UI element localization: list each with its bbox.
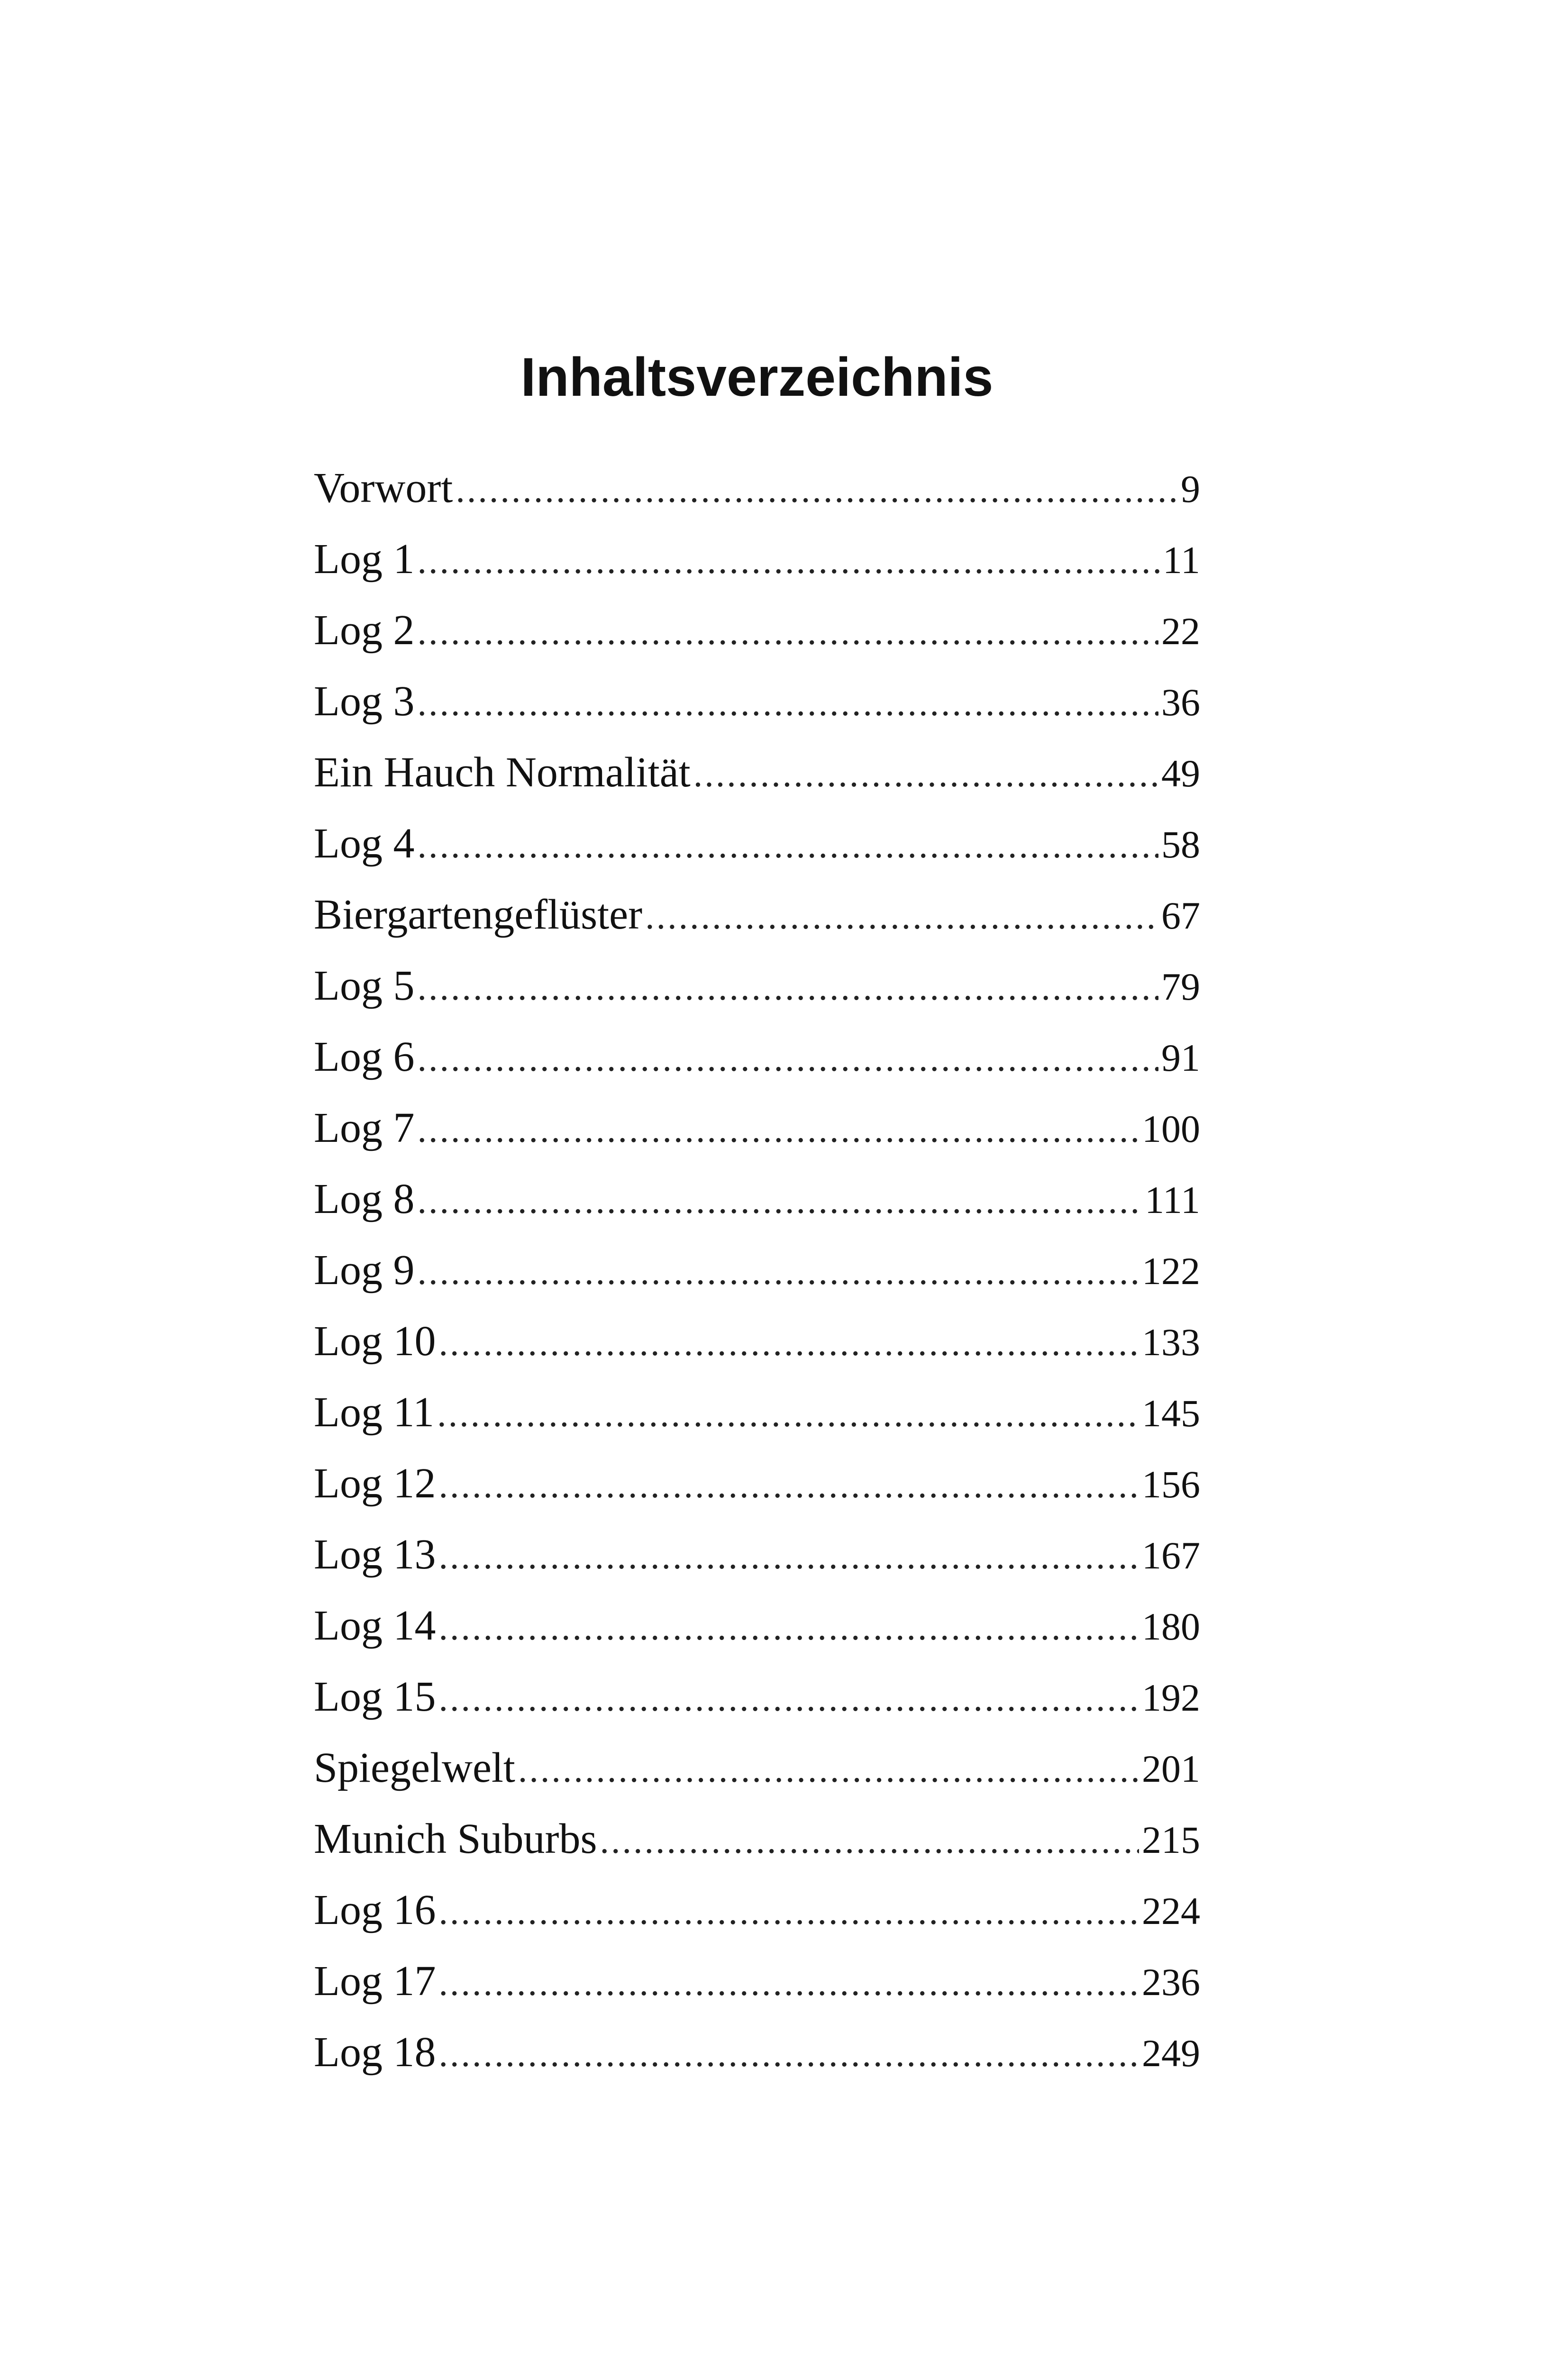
toc-entry xyxy=(314,453,1200,524)
toc-entry xyxy=(314,1306,1200,1377)
toc-entry-label: Log 18 xyxy=(314,2029,436,2076)
toc-entry-label: Biergartengeflüster xyxy=(314,891,643,938)
toc-entry-page-number: 167 xyxy=(1142,1534,1200,1577)
toc-entry-page-number: 67 xyxy=(1161,894,1200,937)
dot-leader xyxy=(417,810,1158,881)
toc-entry xyxy=(314,1235,1200,1306)
toc-entry xyxy=(314,950,1200,1021)
dot-leader xyxy=(417,952,1158,1023)
toc-entry-page-number: 91 xyxy=(1161,1036,1200,1079)
dot-leader xyxy=(600,1805,1139,1876)
toc-entry xyxy=(314,1732,1200,1804)
toc-entry-label: Ein Hauch Normalität xyxy=(314,749,691,796)
toc-entry xyxy=(314,1875,1200,1946)
toc-entry-page-number: 201 xyxy=(1142,1747,1200,1790)
dot-leader xyxy=(438,1449,1139,1521)
dot-leader xyxy=(693,738,1158,810)
toc-entry-label: Vorwort xyxy=(314,465,453,511)
toc-entry xyxy=(314,1519,1200,1590)
toc-entry-label: Log 15 xyxy=(314,1673,436,1720)
dot-leader xyxy=(438,2018,1139,2089)
dot-leader xyxy=(417,525,1160,596)
toc-entry xyxy=(314,666,1200,737)
toc-entry-label: Log 14 xyxy=(314,1602,436,1649)
dot-leader xyxy=(417,667,1158,738)
toc-entry xyxy=(314,1590,1200,1661)
toc-entry xyxy=(314,808,1200,879)
dot-leader xyxy=(417,1094,1139,1165)
toc-entry-label: Log 5 xyxy=(314,962,415,1009)
toc-entry-label: Log 11 xyxy=(314,1389,435,1436)
toc-entry-page-number: 180 xyxy=(1142,1605,1200,1648)
toc-entry xyxy=(314,1946,1200,2017)
toc-title: Inhaltsverzeichnis xyxy=(520,347,994,408)
toc-entry-label: Log 1 xyxy=(314,536,415,583)
toc-entry-page-number: 156 xyxy=(1142,1463,1200,1506)
dot-leader xyxy=(456,454,1178,525)
dot-leader xyxy=(437,1378,1139,1449)
toc-entry xyxy=(314,1164,1200,1235)
toc-entry xyxy=(314,1448,1200,1519)
toc-entry-label: Log 8 xyxy=(314,1176,415,1222)
toc-entry-page-number: 36 xyxy=(1161,681,1200,724)
toc-entry-label: Log 6 xyxy=(314,1033,415,1080)
toc-entry-label: Spiegelwelt xyxy=(314,1744,515,1791)
dot-leader xyxy=(438,1307,1139,1378)
toc-entry-page-number: 122 xyxy=(1142,1249,1200,1293)
toc-entry xyxy=(314,879,1200,950)
toc-entry-label: Munich Suburbs xyxy=(314,1815,597,1862)
toc-entry xyxy=(314,524,1200,595)
toc-entry xyxy=(314,1661,1200,1732)
toc-entry xyxy=(314,2017,1200,2088)
toc-entry-page-number: 249 xyxy=(1142,2032,1200,2075)
toc-entry xyxy=(314,1377,1200,1448)
toc-list xyxy=(314,453,1200,2088)
toc-entry-page-number: 58 xyxy=(1161,823,1200,866)
dot-leader xyxy=(417,596,1158,667)
toc-entry xyxy=(314,595,1200,666)
toc-entry-label: Log 13 xyxy=(314,1531,436,1578)
dot-leader xyxy=(645,881,1158,952)
toc-entry-page-number: 100 xyxy=(1142,1107,1200,1150)
toc-entry-label: Log 17 xyxy=(314,1958,436,2005)
dot-leader xyxy=(417,1165,1142,1236)
dot-leader xyxy=(438,1521,1139,1592)
toc-entry-page-number: 49 xyxy=(1161,752,1200,795)
toc-entry-page-number: 192 xyxy=(1142,1676,1200,1719)
toc-entry-label: Log 3 xyxy=(314,678,415,725)
toc-entry-page-number: 111 xyxy=(1145,1178,1200,1221)
dot-leader xyxy=(438,1947,1139,2018)
dot-leader xyxy=(417,1023,1158,1094)
dot-leader xyxy=(438,1876,1139,1947)
dot-leader xyxy=(417,1236,1139,1307)
toc-entry-label: Log 2 xyxy=(314,607,415,654)
toc-entry-label: Log 7 xyxy=(314,1104,415,1151)
toc-entry xyxy=(314,1093,1200,1164)
dot-leader xyxy=(518,1734,1139,1805)
dot-leader xyxy=(438,1592,1139,1663)
toc-entry xyxy=(314,1804,1200,1875)
dot-leader xyxy=(438,1663,1139,1734)
toc-entry xyxy=(314,1021,1200,1093)
toc-entry-label: Log 4 xyxy=(314,820,415,867)
toc-entry-page-number: 133 xyxy=(1142,1321,1200,1364)
toc-entry-label: Log 12 xyxy=(314,1460,436,1507)
toc-entry-page-number: 79 xyxy=(1161,965,1200,1008)
toc-entry-label: Log 9 xyxy=(314,1247,415,1294)
toc-entry-page-number: 215 xyxy=(1142,1818,1200,1861)
toc-entry-page-number: 236 xyxy=(1142,1960,1200,2004)
toc-entry-page-number: 145 xyxy=(1142,1392,1200,1435)
toc-entry-label: Log 10 xyxy=(314,1318,436,1365)
toc-entry xyxy=(314,737,1200,808)
toc-entry-page-number: 224 xyxy=(1142,1889,1200,1932)
toc-entry-page-number: 9 xyxy=(1181,467,1200,510)
toc-entry-page-number: 22 xyxy=(1161,610,1200,653)
toc-entry-page-number: 11 xyxy=(1163,538,1200,582)
toc-entry-label: Log 16 xyxy=(314,1887,436,1933)
